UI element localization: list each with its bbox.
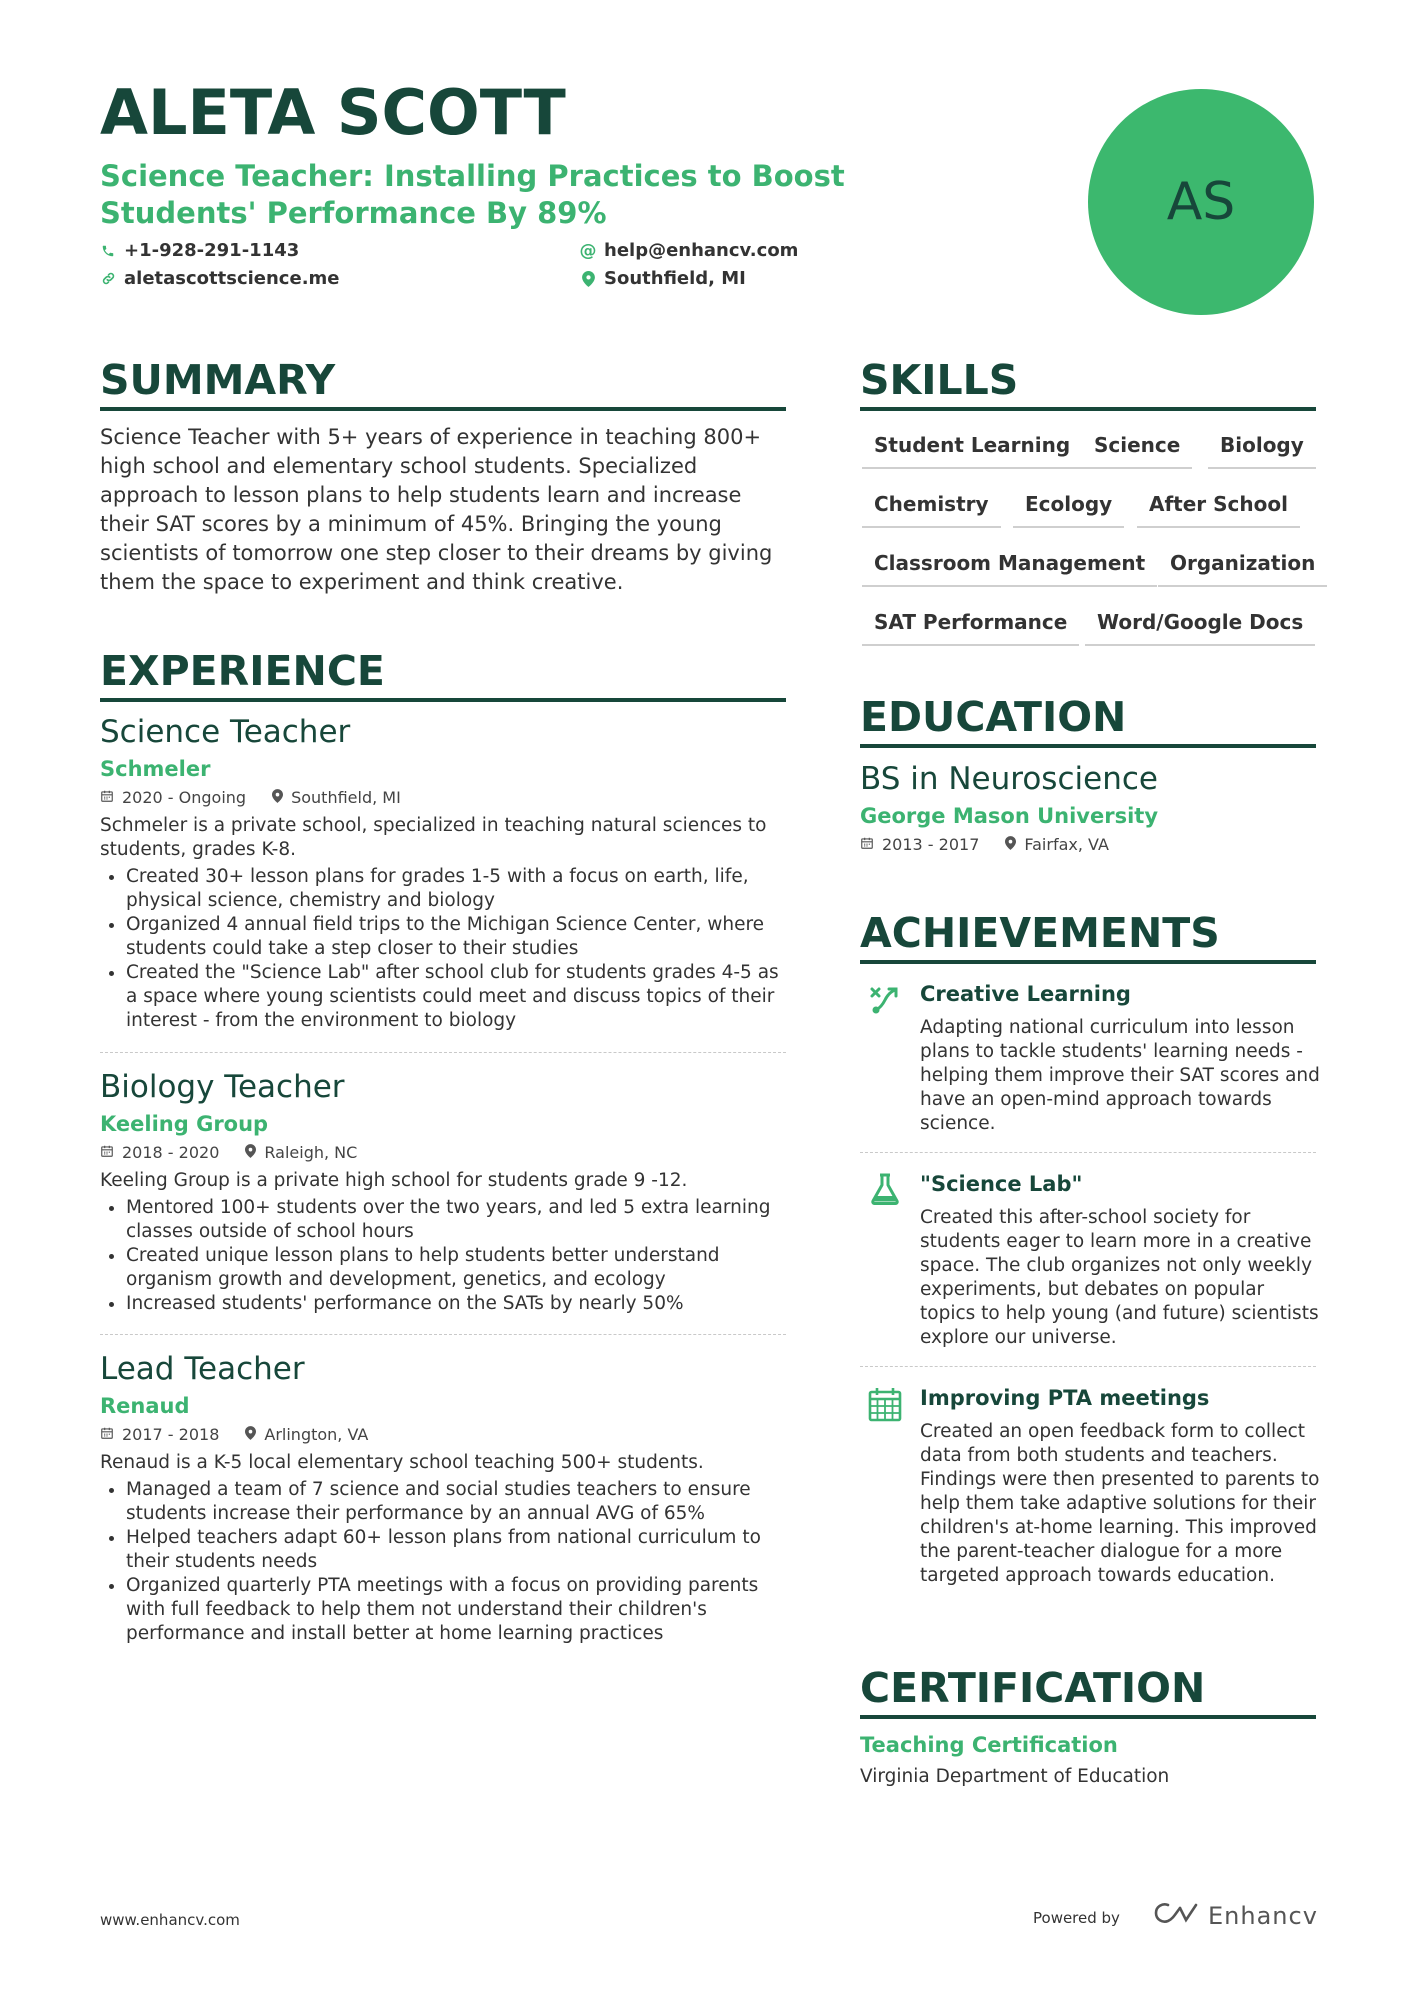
enhancv-logo-text: Enhancv — [1208, 1902, 1318, 1930]
skill-tag: Word/Google Docs — [1085, 609, 1315, 646]
company-description: Keeling Group is a private high school for students grade 9 -12. — [100, 1170, 688, 1191]
school-name: George Mason University — [860, 804, 1159, 828]
skill-tag: Biology — [1208, 432, 1316, 469]
footer-link[interactable]: www.enhancv.com — [100, 1911, 240, 1929]
calendar-icon — [868, 1386, 904, 1422]
avatar — [1088, 89, 1314, 315]
degree-title: BS in Neuroscience — [860, 761, 1158, 797]
location-pin-icon — [1005, 834, 1016, 856]
job-location: Raleigh, NC — [245, 1142, 357, 1164]
job-bullet: • Created the "Science Lab" after school club for students grades 4-5 as a space where young scientists could meet and discuss topics of their interest - from the environment to biology — [126, 961, 790, 1033]
job-title: Science Teacher — [100, 714, 351, 750]
company-name: Schmeler — [100, 757, 211, 781]
link-icon — [100, 271, 116, 287]
skill-tag: Chemistry — [862, 491, 1001, 528]
job-dates: 2020 - Ongoing — [100, 787, 246, 809]
education-heading: EDUCATION — [860, 697, 1316, 748]
certification-issuer: Virginia Department of Education — [860, 1766, 1170, 1787]
job-dates: 2017 - 2018 — [100, 1424, 219, 1446]
contact-phone — [100, 240, 299, 261]
entry-divider — [860, 1366, 1316, 1367]
skill-tag: Science — [1082, 432, 1192, 469]
avatar-initials: AS — [1166, 172, 1236, 232]
email-text: help@enhancv.com — [604, 240, 799, 261]
location-pin-icon — [272, 787, 283, 809]
achievement-text: Adapting national curriculum into lesson plans to tackle students' learning needs - helping them improve their SAT scores and have an open-mind approach towards science. — [920, 1017, 1320, 1134]
candidate-tagline: Science Teacher: Installing Practices to Boost Students' Performance By 89% — [100, 159, 845, 230]
company-name: Renaud — [100, 1394, 190, 1418]
achievement-title: Improving PTA meetings — [920, 1386, 1210, 1410]
company-name: Keeling Group — [100, 1112, 269, 1136]
job-location: Southfield, MI — [272, 787, 401, 809]
company-description: Schmeler is a private school, specialized in teaching natural sciences to students, grades K-8. — [100, 815, 767, 860]
contact-website[interactable] — [100, 268, 340, 289]
skill-tag: SAT Performance — [862, 609, 1079, 646]
summary-text: Science Teacher with 5+ years of experience in teaching 800+ high school and elementary school students. Specialized approach to lesson plans to help students learn and increase their SAT scores by a minimum of 45%. Bringing the young scientists of tomorrow one step closer to their dreams by giving them the space to experiment and think creative. — [100, 425, 773, 594]
job-location: Arlington, VA — [245, 1424, 368, 1446]
contact-location — [580, 268, 746, 289]
phone-icon — [100, 243, 116, 259]
skill-tag: Ecology — [1013, 491, 1124, 528]
flask-icon — [868, 1172, 904, 1208]
job-title: Lead Teacher — [100, 1351, 305, 1387]
location-pin-icon — [245, 1142, 256, 1164]
powered-by-label: Powered by — [1033, 1909, 1120, 1927]
achievement-item — [860, 980, 1320, 1140]
skill-tag: After School — [1137, 491, 1300, 528]
skills-heading: SKILLS — [860, 360, 1316, 411]
job-bullet: • Helped teachers adapt 60+ lesson plans from national curriculum to their students needs — [126, 1526, 790, 1574]
skill-tag: Organization — [1158, 550, 1327, 587]
certification-name: Teaching Certification — [860, 1733, 1118, 1757]
job-bullet: • Created unique lesson plans to help students better understand organism growth and development, genetics, and ecology — [126, 1244, 790, 1292]
enhancv-logo-icon — [1152, 1900, 1200, 1932]
location-text: Southfield, MI — [604, 268, 746, 289]
achievement-title: Creative Learning — [920, 982, 1131, 1006]
achievement-text: Created an open feedback form to collect data from both students and teachers. Findings were then presented to parents to help them take adaptive solutions for their children's at-home learning. This improved the parent-teacher dialogue for a more targeted approach towards education. — [920, 1421, 1320, 1586]
job-bullet: • Managed a team of 7 science and social studies teachers to ensure students increase their performance by an annual AVG of 65% — [126, 1478, 790, 1526]
job-title: Biology Teacher — [100, 1069, 345, 1105]
experience-entry — [100, 1350, 790, 1646]
calendar-icon — [100, 787, 114, 809]
achievement-item — [860, 1384, 1320, 1614]
enhancv-logo[interactable] — [1152, 1900, 1318, 1932]
experience-heading: EXPERIENCE — [100, 651, 786, 702]
experience-entry — [100, 713, 790, 1033]
location-pin-icon — [580, 271, 596, 287]
company-description: Renaud is a K-5 local elementary school teaching 500+ students. — [100, 1452, 704, 1473]
phone-text: +1-928-291-1143 — [124, 240, 300, 261]
contact-email[interactable] — [580, 240, 798, 261]
entry-divider — [860, 1152, 1316, 1153]
job-bullet: • Created 30+ lesson plans for grades 1-5 with a focus on earth, life, physical science, chemistry and biology — [126, 865, 790, 913]
certification-heading: CERTIFICATION — [860, 1668, 1316, 1719]
achievements-heading: ACHIEVEMENTS — [860, 913, 1316, 964]
at-icon: @ — [579, 240, 597, 261]
education-entry — [860, 760, 1320, 856]
candidate-name: ALETA SCOTT — [100, 76, 566, 149]
job-bullet: • Increased students' performance on the SATs by nearly 50% — [126, 1292, 790, 1316]
education-dates: 2013 - 2017 — [860, 834, 979, 856]
location-pin-icon — [245, 1424, 256, 1446]
summary-heading: SUMMARY — [100, 360, 786, 411]
skill-tag: Classroom Management — [862, 550, 1157, 587]
creative-learning-icon — [868, 982, 904, 1018]
achievement-item — [860, 1170, 1320, 1360]
experience-entry — [100, 1068, 790, 1316]
calendar-icon — [860, 834, 874, 856]
job-dates: 2018 - 2020 — [100, 1142, 219, 1164]
entry-divider — [100, 1334, 786, 1335]
job-bullet: • Mentored 100+ students over the two years, and led 5 extra learning classes outside of school hours — [126, 1196, 790, 1244]
achievement-title: "Science Lab" — [920, 1172, 1083, 1196]
entry-divider — [100, 1052, 786, 1053]
job-bullet: • Organized 4 annual field trips to the Michigan Science Center, where students could take a step closer to their studies — [126, 913, 790, 961]
job-bullet: • Organized quarterly PTA meetings with a focus on providing parents with full feedback to help them not understand their children's performance and install better at home learning practices — [126, 1574, 790, 1646]
education-location: Fairfax, VA — [1005, 834, 1109, 856]
website-text: aletascottscience.me — [124, 268, 340, 289]
skill-tag: Student Learning — [862, 432, 1082, 469]
calendar-icon — [100, 1424, 114, 1446]
achievement-text: Created this after-school society for students eager to learn more in a creative space. The club organizes not only weekly experiments, but debates on popular topics to help young (and future) scientists explore our universe. — [920, 1207, 1319, 1348]
calendar-icon — [100, 1142, 114, 1164]
